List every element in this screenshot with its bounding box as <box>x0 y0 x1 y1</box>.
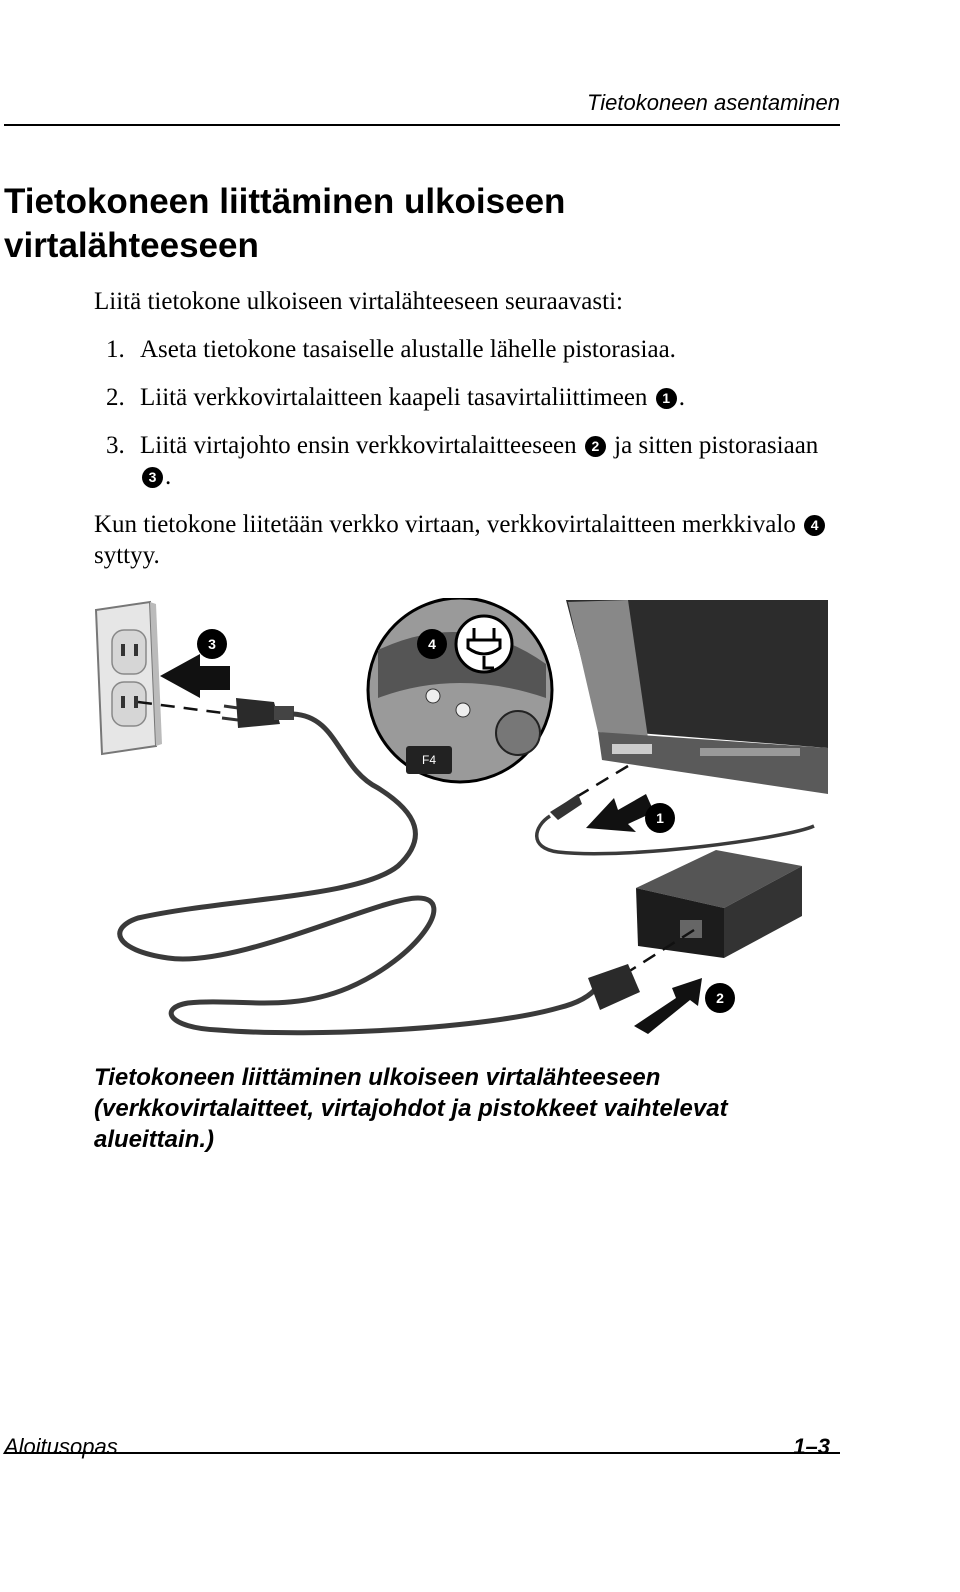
note-text-end: syttyy. <box>94 542 160 569</box>
header-rule <box>4 124 840 126</box>
ac-cord-connector-icon <box>588 964 640 1010</box>
page-number: 1–3 <box>793 1434 830 1459</box>
step-number: 3. <box>106 432 125 459</box>
page-title-line-2: virtalähteeseen <box>4 226 259 265</box>
callout-label: 3 <box>208 636 216 652</box>
step-text-mid: ja sitten pistorasiaan <box>614 432 819 459</box>
step-number: 1. <box>106 336 125 363</box>
arrow-icon <box>160 654 230 698</box>
steps-list <box>94 334 834 509</box>
power-light-note <box>94 509 834 571</box>
wall-outlet-icon <box>96 602 162 754</box>
callout-badge-2 <box>705 983 735 1013</box>
footer-book-title: Aloitusopas <box>4 1434 118 1459</box>
list-item <box>94 334 834 365</box>
connection-illustration <box>88 598 828 1050</box>
note-text: Kun tietokone liitetään verkko virtaan, verkkovirtalaitteen merkkivalo <box>94 511 796 538</box>
callout-label: 4 <box>428 636 436 652</box>
callout-badge-1 <box>645 803 675 833</box>
figure-caption <box>94 1062 834 1155</box>
step-text: Aseta tietokone tasaiselle alustalle lähelle pistorasiaa. <box>140 336 676 363</box>
list-item <box>94 382 834 413</box>
callout-label: 2 <box>716 990 724 1006</box>
step-number: 2. <box>106 384 125 411</box>
running-header: Tietokoneen asentaminen <box>587 90 840 115</box>
caption-line-1: Tietokoneen liittäminen ulkoiseen virtalähteeseen <box>94 1064 661 1091</box>
power-plug-icon <box>222 698 294 728</box>
intro-text: Liitä tietokone ulkoiseen virtalähteeseen seuraavasti: <box>94 288 623 315</box>
notebook-computer-icon <box>566 600 828 794</box>
caption-line-3: alueittain.) <box>94 1126 215 1153</box>
callout-badge-3 <box>197 629 227 659</box>
step-text-end: . <box>678 384 685 411</box>
page-title <box>4 180 824 268</box>
power-light-icon <box>368 598 552 782</box>
callout-badge: 4 <box>804 515 825 536</box>
dc-plug-icon <box>550 794 582 820</box>
caption-line-2: (verkkovirtalaitteet, virtajohdot ja pistokkeet vaihtelevat <box>94 1095 728 1122</box>
key-label-f4: F4 <box>421 753 437 767</box>
page-title-line-1: Tietokoneen liittäminen ulkoiseen <box>4 182 566 221</box>
callout-badge: 2 <box>585 436 606 457</box>
list-item <box>94 430 834 492</box>
callout-badge: 3 <box>142 467 163 488</box>
step-text: Liitä virtajohto ensin verkkovirtalaitteeseen <box>140 432 577 459</box>
arrow-icon <box>586 794 654 832</box>
callout-badge-4 <box>417 629 447 659</box>
callout-badge: 1 <box>656 388 677 409</box>
ac-adapter-icon <box>636 850 802 958</box>
step-text-end: . <box>165 463 172 490</box>
callout-label: 1 <box>656 810 664 826</box>
arrow-icon <box>634 978 702 1034</box>
step-text: Liitä verkkovirtalaitteen kaapeli tasavirtaliittimeen <box>140 384 648 411</box>
